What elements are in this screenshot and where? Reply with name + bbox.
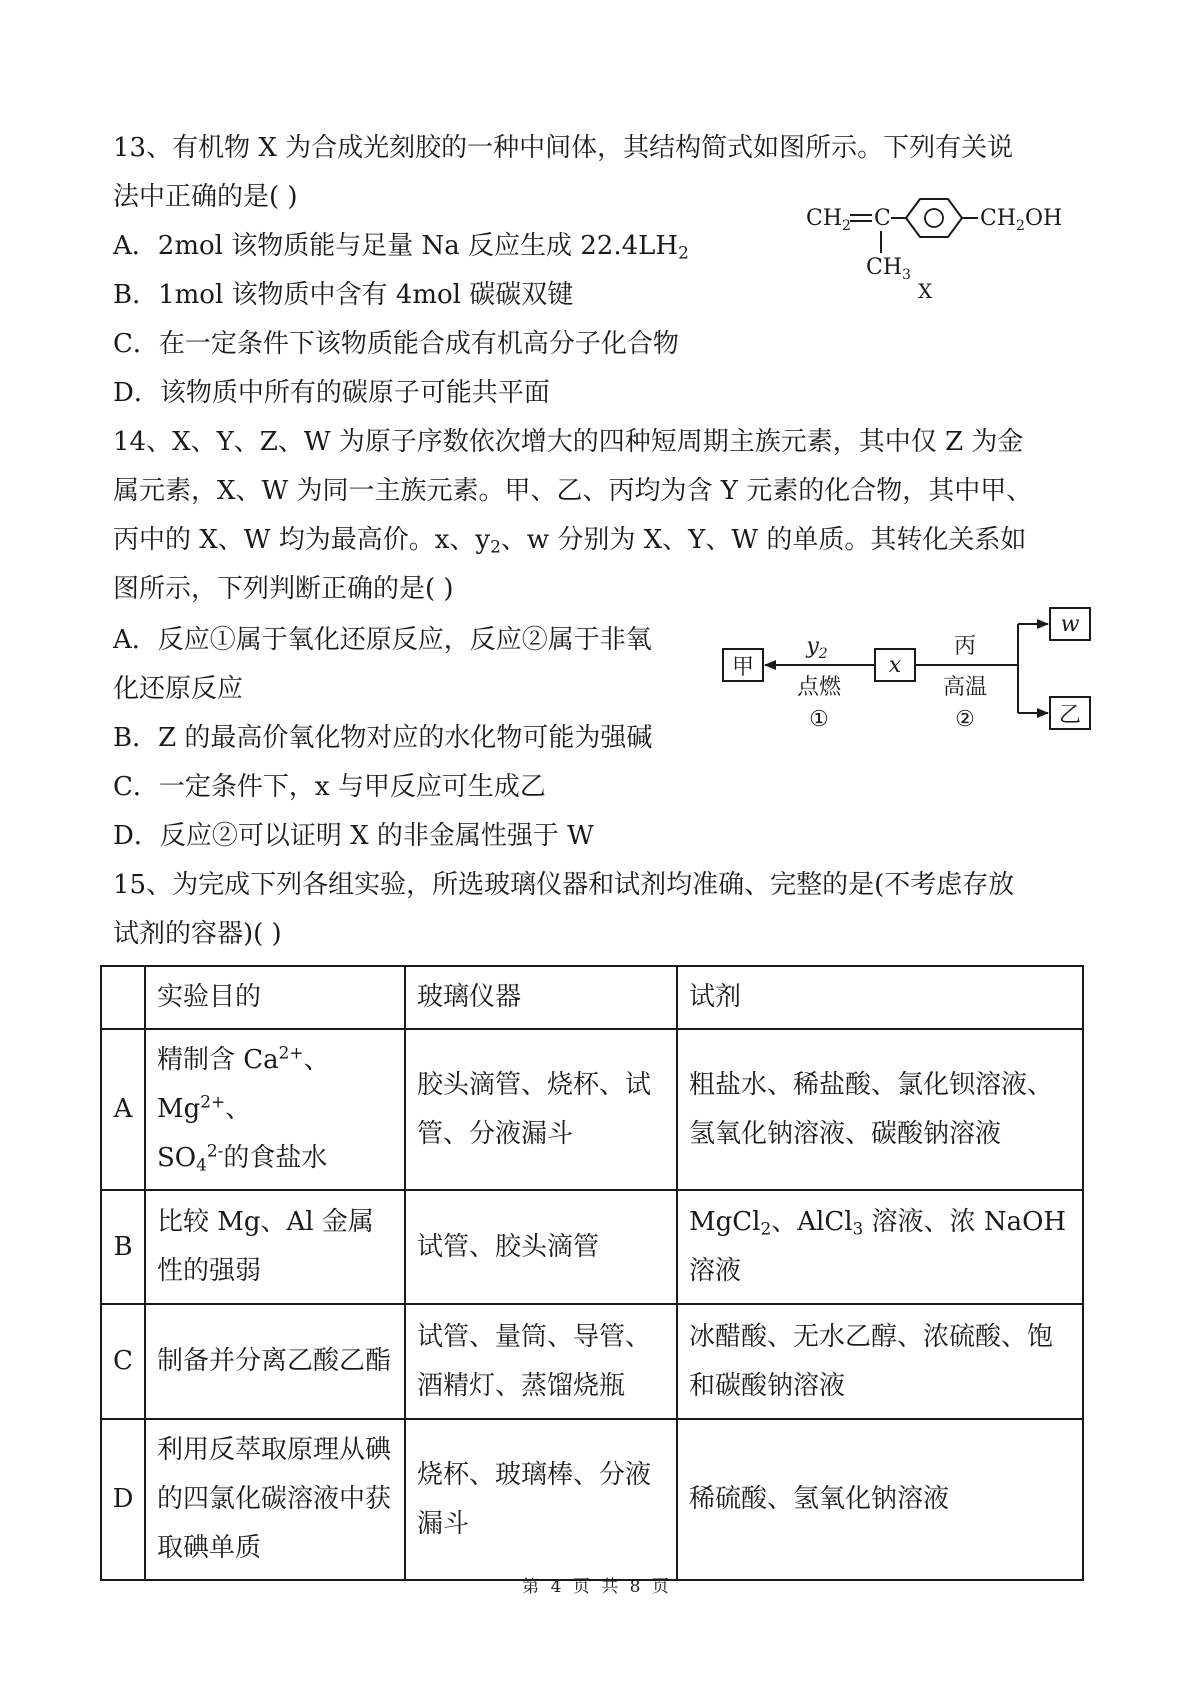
header-purpose: 实验目的 [145,966,405,1029]
header-glassware: 玻璃仪器 [405,966,677,1029]
structure-c: C [874,206,891,231]
structure-label: X [918,279,933,303]
box-jia-label: 甲 [731,655,755,680]
row-b-glassware: 试管、胶头滴管 [405,1190,677,1304]
table-row-d [101,1419,1083,1580]
q14-stem-line3 [113,523,1026,557]
q14-stem-line2: 属元素，X、W 为同一主族元素。甲、乙、丙均为含 Y 元素的化合物，其中甲、 [113,476,1033,506]
structure-ch3: $CH_3$ [866,255,911,283]
q13-option-a-sub: 2 [678,242,689,263]
header-reagents: 试剂 [677,966,1083,1029]
table-header-row [101,966,1083,1029]
q13-option-a [113,229,689,263]
q13-option-c: C．在一定条件下该物质能合成有机高分子化合物 [113,329,679,359]
reagent-y2: $y_2$ [806,634,828,662]
row-b-reagents: MgCl$_2$、AlCl$_3$ 溶液、浓 NaOH 溶液 [677,1190,1083,1304]
header-option [101,966,145,1029]
condition-high-temp: 高温 [942,675,988,700]
row-c-glassware: 试管、量筒、导管、酒精灯、蒸馏烧瓶 [405,1304,677,1419]
row-c-reagents: 冰醋酸、无水乙醇、浓硫酸、饱和碳酸钠溶液 [677,1304,1083,1419]
q14-stem-line4: 图所示，下列判断正确的是( ) [113,574,454,604]
row-d-glassware: 烧杯、玻璃棒、分液漏斗 [405,1419,677,1580]
row-b-purpose: 比较 Mg、Al 金属性的强弱 [145,1190,405,1304]
benzene-ring [906,199,962,237]
reaction-number-1: ① [809,707,829,732]
benzene-inner-circle [925,209,943,227]
row-c-option: C [101,1304,145,1419]
box-yi-label: 乙 [1058,703,1082,728]
table-row-b [101,1190,1083,1304]
q13-structure-diagram [800,195,1080,314]
q14-option-c: C．一定条件下，x 与甲反应可生成乙 [113,772,546,802]
q14-conversion-diagram [715,600,1095,754]
row-d-option: D [101,1419,145,1580]
row-d-purpose: 利用反萃取原理从碘的四氯化碳溶液中获取碘单质 [145,1419,405,1580]
row-a-purpose: 精制含 $Ca^{2+}$、$Mg^{2+}$、 $SO_4^{2-}$的食盐水 [145,1029,405,1190]
structure-ch2: $CH_2$ [806,206,851,234]
q14-option-d: D．反应②可以证明 X 的非金属性强于 W [113,821,594,851]
structure-ch2oh: $CH_2OH$ [980,206,1063,234]
q14-option-a-line1: A．反应①属于氧化还原反应，反应②属于非氧 [113,625,652,655]
condition-ignite: 点燃 [796,675,842,700]
box-w-label: w [1060,612,1080,637]
box-x-label: x [888,653,902,678]
q14-stem-line3-pre: 丙中的 X、W 均为最高价。x、y [113,525,491,555]
experiment-table [100,965,1084,1581]
row-a-option: A [101,1029,145,1190]
table-row-a [101,1029,1083,1190]
row-c-purpose: 制备并分离乙酸乙酯 [145,1304,405,1419]
q13-option-d: D．该物质中所有的碳原子可能共平面 [113,378,550,408]
row-a-reagents: 粗盐水、稀盐酸、氯化钡溶液、氢氧化钠溶液、碳酸钠溶液 [677,1029,1083,1190]
q14-option-a-line2: 化还原反应 [113,674,244,704]
q13-option-a-text: A．2mol 该物质能与足量 Na 反应生成 22.4LH [113,231,679,261]
q13-stem-line1: 13、有机物 X 为合成光刻胶的一种中间体，其结构简式如图所示。下列有关说 [113,133,1014,163]
row-d-reagents: 稀硫酸、氢氧化钠溶液 [677,1419,1083,1580]
row-a-glassware: 胶头滴管、烧杯、试管、分液漏斗 [405,1029,677,1190]
q15-stem-line2: 试剂的容器)( ) [113,919,282,949]
q14-stem-line3-sub: 2 [490,536,501,557]
q14-stem-line3-post: 、w 分别为 X、Y、W 的单质。其转化关系如 [500,525,1027,555]
reagent-bing: 丙 [953,634,977,659]
q15-stem-line1: 15、为完成下列各组实验，所选玻璃仪器和试剂均准确、完整的是(不考虑存放 [113,870,1015,900]
q13-option-b: B．1mol 该物质中含有 4mol 碳碳双键 [113,280,574,310]
reaction-number-2: ② [955,707,975,732]
q13-stem-line2: 法中正确的是( ) [113,182,298,212]
q14-stem-line1: 14、X、Y、Z、W 为原子序数依次增大的四种短周期主族元素，其中仅 Z 为金 [113,427,1024,457]
page-footer: 第 4 页 共 8 页 [522,1577,669,1597]
q14-option-b: B．Z 的最高价氧化物对应的水化物可能为强碱 [113,723,653,753]
table-row-c [101,1304,1083,1419]
row-b-option: B [101,1190,145,1304]
